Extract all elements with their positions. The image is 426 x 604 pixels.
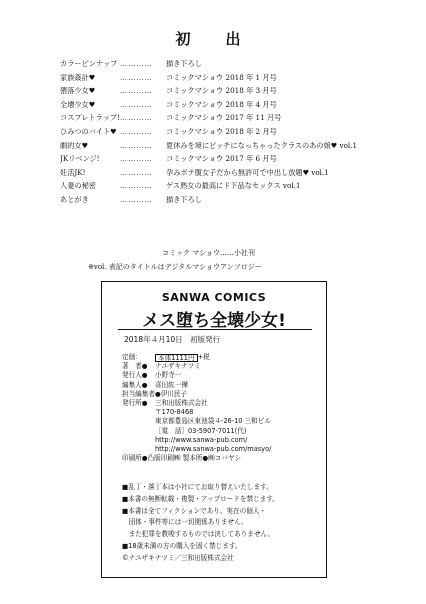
toc-row	[60, 155, 380, 169]
notice-line: 団体・事件等には一切関係ありません。	[122, 518, 248, 527]
toc-dots: …………	[120, 114, 153, 123]
toc-dots: …………	[120, 73, 153, 82]
toc-dots: …………	[120, 168, 153, 177]
author-name: ナユザキナツミ	[155, 362, 201, 371]
brand-label: SANWA COMICS	[161, 291, 267, 304]
toc-source: コミックマショウ 2018 年 1 月号	[166, 73, 277, 82]
issuer-label: 発行人●	[122, 371, 148, 380]
toc-source: 孕みボテ腹女子だから無許可で中出し放題♥ vol.1	[166, 168, 329, 177]
page-title: 初 出	[175, 30, 251, 48]
toc-row	[60, 182, 380, 196]
notice-line: また犯罪を教唆するものでは決してありません。	[122, 530, 275, 539]
toc-label: 全壊少女♥	[60, 100, 96, 109]
notice-line: ■本書の無断転載・複製・アップロードを禁じます。	[122, 494, 279, 503]
printing-info: 印刷所●凸版印刷㈱ 製本所●㈱コバヤシ	[122, 454, 242, 463]
toc-dots: …………	[120, 127, 153, 136]
toc-label: あとがき	[60, 195, 89, 204]
toc-row	[60, 87, 380, 101]
colophon-info	[122, 353, 271, 463]
toc-dots: …………	[120, 195, 153, 204]
toc-label: 家族姦計♥	[60, 73, 96, 82]
price-suffix: +税	[197, 353, 210, 361]
price-value: 本体1111円	[155, 354, 198, 363]
toc-source: コミックマショウ 2017 年 6 月号	[166, 155, 277, 164]
notice-line: ■本書は全てフィクションであり、実在の個人・	[122, 506, 267, 515]
toc-row	[60, 128, 380, 142]
toc-label: ひみつのバイト♥	[60, 127, 117, 136]
toc-label: カラーピンナップ	[60, 60, 118, 68]
toc-row	[60, 114, 380, 128]
toc-dots: …………	[120, 87, 153, 96]
divider	[118, 329, 312, 330]
manager-label: 担当編集者●	[122, 389, 161, 398]
toc-label: 人妻の秘密	[60, 182, 96, 191]
url-main: http://www.sanwa-pub.com/	[155, 435, 248, 444]
toc-row	[60, 101, 380, 115]
url-masyo: http://www.sanwa-pub.com/masyo/	[155, 444, 272, 453]
vol-note: ※vol. 表記のタイトルはデジタルマショウアンソロジー	[88, 263, 262, 271]
notice-line: ■18歳未満の方の購入を固く禁じます。	[122, 541, 242, 550]
publisher-label: 発行所●	[122, 398, 148, 407]
editor-label: 編集人●	[122, 380, 148, 389]
toc-row	[60, 169, 380, 183]
edition-date: 2018年４月10日 初版発行	[124, 335, 221, 344]
toc-dots: …………	[120, 60, 153, 68]
copyright: ©ナユザキナツミ／三和出版株式会社	[122, 554, 234, 562]
toc-label: JKリベンジ!	[60, 155, 100, 164]
toc-source: コミックマショウ 2018 年 4 月号	[166, 100, 277, 109]
editor-row	[122, 381, 271, 390]
toc-source: コミックマショウ 2017 年 11 月号	[166, 114, 282, 123]
toc-dots: …………	[120, 155, 153, 164]
toc-source: コミックマショウ 2018 年 3 月号	[166, 87, 277, 96]
toc-row	[60, 196, 380, 210]
toc-row	[60, 142, 380, 156]
issuer-row	[122, 371, 271, 380]
toc-source: 描き下ろし	[166, 195, 202, 204]
toc-label: 劇的女♥	[60, 141, 89, 150]
toc-row	[60, 60, 380, 74]
author-label: 著 者●	[122, 362, 148, 371]
toc-source: 夏休みを境にビッチになっちゃったクラスのあの娘♥ vol.1	[166, 141, 358, 150]
toc-dots: …………	[120, 141, 153, 150]
publisher-name: 三和出版株式会社	[155, 398, 208, 407]
manager-row	[122, 390, 271, 399]
toc-label: 妊活JK!	[60, 168, 86, 177]
toc-source: コミックマショウ 2018 年 2 月号	[166, 127, 277, 136]
author-row	[122, 362, 271, 371]
toc-label: コスプレトラップ!	[60, 114, 120, 123]
price-label: 定価：	[122, 353, 142, 361]
issuer-name: 小野寺一	[155, 371, 182, 380]
toc-source: 描き下ろし	[166, 60, 202, 68]
toc-source: ゲス熟女の最高にド下品なセックス vol.1	[166, 182, 301, 191]
editor-name: 喜田紘一樺	[155, 380, 188, 389]
toc-dots: …………	[120, 100, 153, 109]
toc-label: 猥落少女♥	[60, 87, 96, 96]
manager-name: 伊川民子	[160, 389, 188, 398]
publisher-credit: コミック マショウ……小社刊	[162, 249, 255, 257]
colophon-box	[101, 281, 327, 578]
book-title: メス堕ち全壊少女!	[142, 311, 286, 331]
toc-list	[60, 60, 380, 210]
price-row	[122, 353, 271, 362]
postal-code: 〒170-8468	[155, 408, 194, 417]
notices	[122, 482, 279, 553]
publisher-row	[122, 399, 271, 408]
address: 東京都豊島区東池袋４-26-10 三和ビル	[155, 417, 271, 426]
toc-dots: …………	[120, 182, 153, 191]
notice-line: ■乱丁・落丁本は小社にてお取り替えいたします。	[122, 483, 273, 491]
phone: ［電 話］03-5907-7011(代)	[155, 426, 247, 435]
toc-row	[60, 74, 380, 88]
